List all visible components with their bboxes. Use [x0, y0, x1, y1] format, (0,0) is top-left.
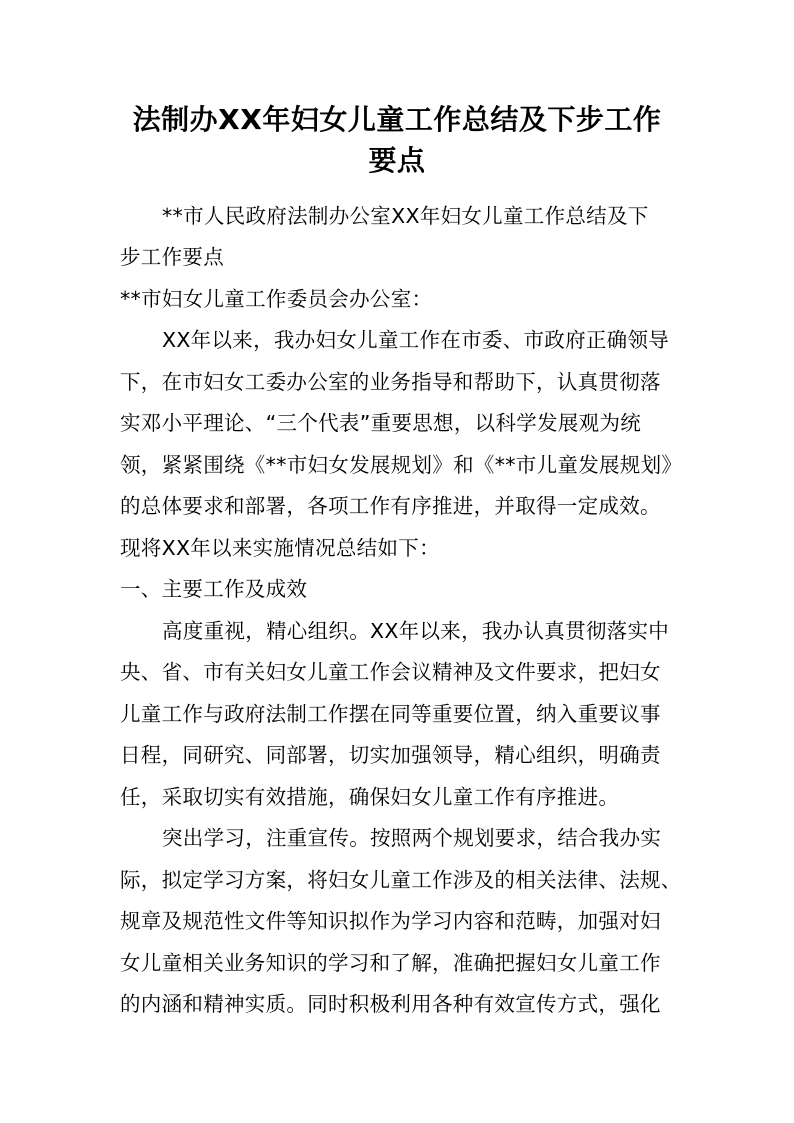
paragraph-line: 际，拟定学习方案，将妇女儿童工作涉及的相关法律、法规、: [120, 868, 682, 892]
paragraph-line: 央、省、市有关妇女儿童工作会议精神及文件要求，把妇女: [120, 660, 661, 684]
paragraph-line: 高度重视，精心组织。XX年以来，我办认真贯彻落实中: [162, 619, 670, 643]
addressee: **市妇女儿童工作委员会办公室：: [120, 287, 433, 311]
paragraph-line: 日程，同研究、同部署，切实加强领导，精心组织，明确责: [120, 743, 661, 767]
paragraph-line: 儿童工作与政府法制工作摆在同等重要位置，纳入重要议事: [120, 702, 661, 726]
paragraph-line: 下，在市妇女工委办公室的业务指导和帮助下，认真贯彻落: [120, 370, 661, 394]
paragraph-line: 实邓小平理论、“三个代表”重要思想，以科学发展观为统: [120, 411, 642, 435]
paragraph-line: 规章及规范性文件等知识拟作为学习内容和范畴，加强对妇: [120, 909, 661, 933]
paragraph-line: 现将XX年以来实施情况总结如下：: [120, 536, 440, 560]
section-heading: 一、主要工作及成效: [120, 577, 308, 601]
subtitle-line-1: **市人民政府法制办公室XX年妇女儿童工作总结及下: [162, 204, 649, 228]
paragraph-line: 突出学习，注重宣传。按照两个规划要求，结合我办实: [162, 826, 662, 850]
paragraph-line: 任，采取切实有效措施，确保妇女儿童工作有序推进。: [120, 785, 620, 809]
paragraph-line: XX年以来，我办妇女儿童工作在市委、市政府正确领导: [162, 328, 670, 352]
paragraph-line: 的总体要求和部署，各项工作有序推进，并取得一定成效。: [120, 494, 661, 518]
paragraph-line: 的内涵和精神实质。同时积极利用各种有效宣传方式，强化: [120, 992, 661, 1016]
paragraph-line: 领，紧紧围绕《**市妇女发展规划》和《**市儿童发展规划》: [120, 453, 683, 477]
document-title-line-1: 法制办XX年妇女儿童工作总结及下步工作: [132, 103, 662, 136]
paragraph-line: 女儿童相关业务知识的学习和了解，准确把握妇女儿童工作: [120, 951, 661, 975]
subtitle-line-2: 步工作要点: [120, 245, 224, 269]
document-title-line-2: 要点: [368, 144, 426, 177]
